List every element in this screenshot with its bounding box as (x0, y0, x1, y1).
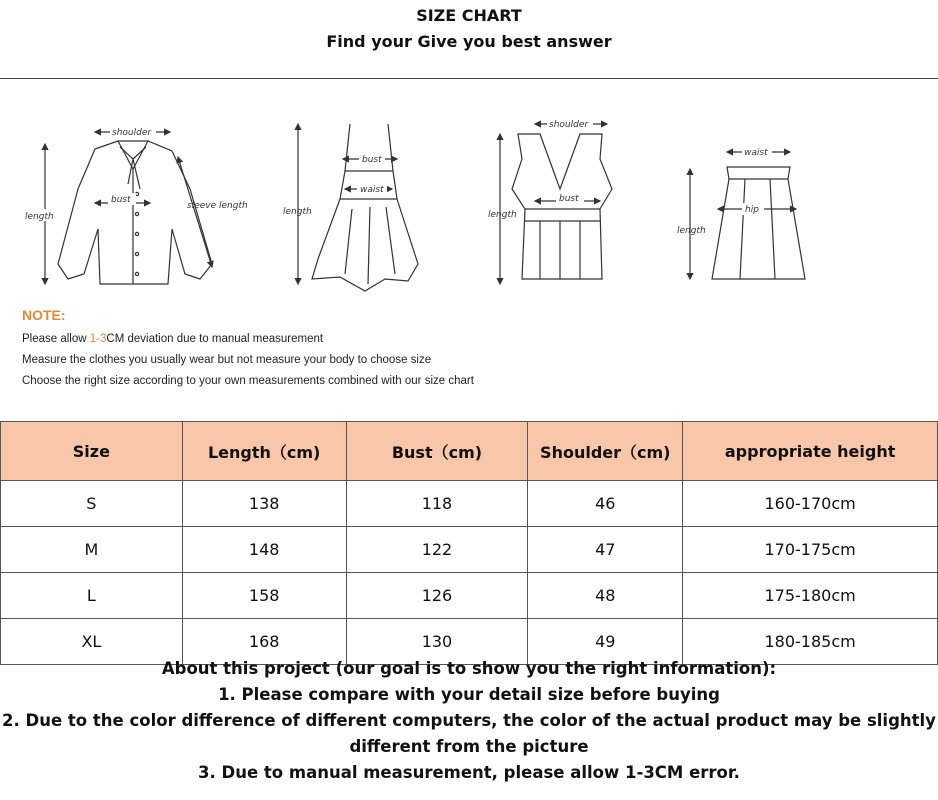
size-cell: XL (1, 619, 183, 665)
size-table-header-row (1, 422, 938, 481)
about-point-2: 2. Due to the color difference of different computers, the color of the actual product may be slightly (2, 711, 936, 730)
cami-length-label: length (488, 210, 517, 220)
dress-bust-label: bust (362, 155, 382, 165)
shirt-sleeve-length-label: sleeve length (187, 201, 248, 211)
shirt-bust-label: bust (111, 195, 131, 205)
length-cell: 138 (182, 481, 346, 527)
table-row (1, 481, 938, 527)
about-point-2-cont: different from the picture (349, 737, 589, 756)
note-line-2: Measure the clothes you usually wear but not measure your body to choose size (22, 354, 432, 366)
skirt-diagram (690, 152, 805, 279)
skirt-hip-label: hip (745, 205, 759, 215)
col-size: Size (1, 422, 183, 481)
height-cell: 175-180cm (683, 573, 938, 619)
bust-cell: 130 (346, 619, 528, 665)
skirt-waist-label: waist (744, 148, 768, 158)
about-heading: About this project (our goal is to show you the right information): (161, 659, 777, 678)
shoulder-cell: 47 (528, 527, 683, 573)
skirt-length-label: length (677, 226, 706, 236)
page-title: SIZE CHART (416, 6, 522, 25)
dress-length-label: length (283, 207, 312, 217)
col-shoulder: Shoulder（cm) (528, 422, 683, 481)
table-row (1, 527, 938, 573)
height-cell: 180-185cm (683, 619, 938, 665)
col-appropriate-height: appropriate height (683, 422, 938, 481)
height-cell: 160-170cm (683, 481, 938, 527)
about-project-section (0, 656, 938, 786)
bust-cell: 126 (346, 573, 528, 619)
measurement-note (22, 307, 474, 396)
shirt-shoulder-label: shoulder (112, 128, 152, 138)
shoulder-cell: 48 (528, 573, 683, 619)
about-point-1: 1. Please compare with your detail size before buying (218, 685, 720, 704)
note-line-3: Choose the right size according to your own measurements combined with our size chart (22, 375, 474, 387)
cami-shoulder-label: shoulder (549, 120, 589, 130)
page-subtitle: Find your Give you best answer (326, 32, 612, 51)
length-cell: 168 (182, 619, 346, 665)
table-row (1, 573, 938, 619)
height-cell: 170-175cm (683, 527, 938, 573)
note-line-1-end: CM deviation due to manual measurement (106, 333, 324, 345)
size-cell: S (1, 481, 183, 527)
length-cell: 148 (182, 527, 346, 573)
shirt-length-label: length (25, 212, 54, 222)
dress-waist-label: waist (360, 185, 384, 195)
about-point-3: 3. Due to manual measurement, please allow 1-3CM error. (198, 763, 740, 782)
shoulder-cell: 46 (528, 481, 683, 527)
cami-bust-label: bust (559, 194, 579, 204)
note-line-1 (22, 333, 474, 354)
shoulder-cell: 49 (528, 619, 683, 665)
size-cell: L (1, 573, 183, 619)
bust-cell: 118 (346, 481, 528, 527)
note-line-1-start: Please allow (22, 333, 90, 345)
col-length: Length（cm) (182, 422, 346, 481)
size-table (0, 421, 938, 665)
bust-cell: 122 (346, 527, 528, 573)
measurement-illustrations (0, 79, 938, 420)
size-cell: M (1, 527, 183, 573)
note-heading: NOTE: (22, 307, 66, 323)
dress-diagram (298, 124, 418, 291)
col-bust: Bust（cm) (346, 422, 528, 481)
length-cell: 158 (182, 573, 346, 619)
size-chart-header (0, 0, 938, 79)
note-line-1-highlight: 1-3 (89, 333, 107, 345)
